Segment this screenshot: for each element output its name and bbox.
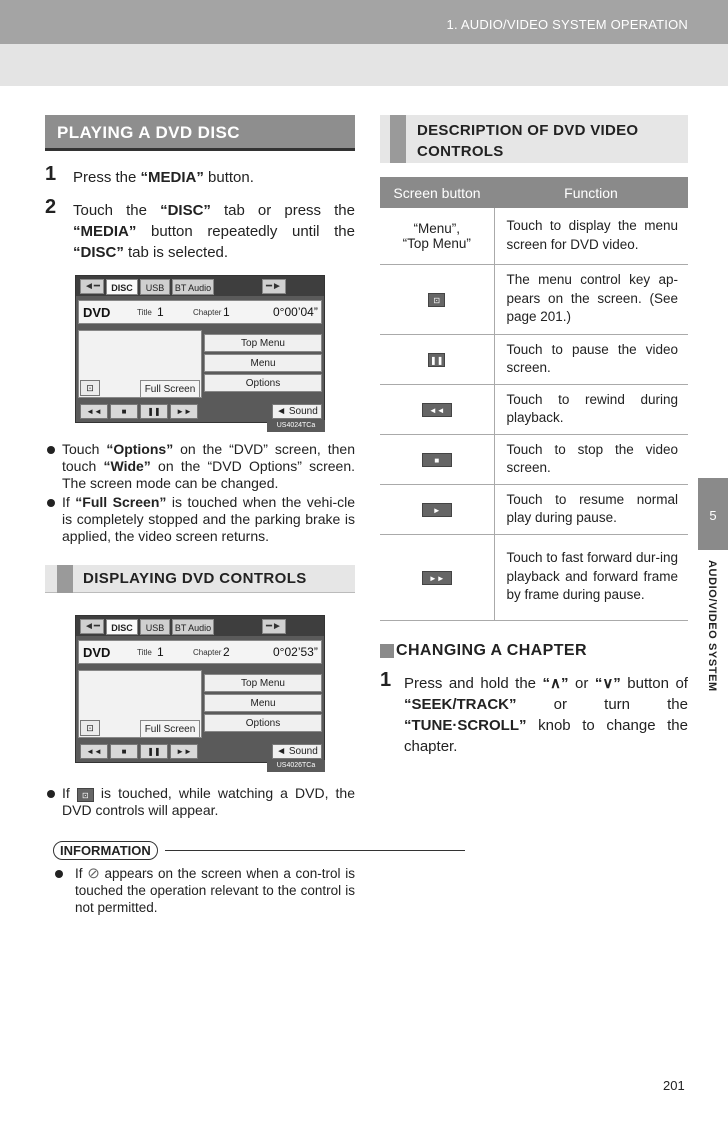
heading-marker <box>380 644 394 658</box>
step-change-chapter <box>380 668 688 757</box>
step-text: button. <box>203 169 254 186</box>
left-column <box>45 115 355 916</box>
title-value: 1 <box>157 645 164 659</box>
step-bold: “SEEK/TRACK” <box>404 695 517 713</box>
dvd-screen-illustration-2 <box>75 615 325 769</box>
step-bold: “∧” <box>542 674 569 692</box>
menu-button: Menu <box>204 694 322 712</box>
step-bold: “DISC” <box>160 202 211 219</box>
menu-control-icon: ⊡ <box>428 293 445 307</box>
table-header-function: Function <box>494 177 688 208</box>
section-title-description <box>380 115 688 163</box>
changing-chapter-heading <box>380 641 688 661</box>
forward-arrow-icon: ━► <box>262 619 286 634</box>
full-screen-button: Full Screen <box>140 720 200 738</box>
step-text: button repeatedly until the <box>136 223 355 240</box>
step-bold: “MEDIA” <box>73 223 137 240</box>
menu-control-icon: ⊡ <box>80 720 100 736</box>
info-text: If <box>75 866 88 881</box>
info-text: appears on the screen when a con-trol is touched the operation relevant to the control is not permitted. <box>75 866 355 915</box>
side-tab <box>698 478 728 550</box>
bullet-text: Touch <box>62 441 107 457</box>
title-label: Title <box>137 308 152 317</box>
bullet-bold: “Options” <box>106 441 174 457</box>
table-row <box>380 484 688 534</box>
forward-arrow-icon: ━► <box>262 279 286 294</box>
menu-control-icon: ⊡ <box>77 788 94 802</box>
step-bold: “MEDIA” <box>140 169 204 186</box>
top-menu-button: Top Menu <box>204 674 322 692</box>
pause-icon: ❚❚ <box>428 353 445 367</box>
information-divider <box>165 850 465 851</box>
table-row <box>380 434 688 484</box>
table-cell-button <box>380 264 494 334</box>
step-number: 1 <box>45 163 57 185</box>
step-bold: “∨” <box>594 674 621 692</box>
rewind-icon: ◄◄ <box>80 404 108 419</box>
section-title-line: CONTROLS <box>417 143 504 160</box>
information-text <box>53 865 355 916</box>
source-label: DVD <box>83 645 111 660</box>
step-text: or turn the <box>516 695 688 713</box>
table-cell-function: Touch to fast forward dur-ing playback and forward frame by frame during pause. <box>494 534 688 620</box>
fast-forward-icon: ►► <box>422 571 452 585</box>
side-label-text: AUDIO/VIDEO SYSTEM <box>706 560 718 692</box>
time-value: 0°00’04” <box>273 305 318 319</box>
rewind-icon: ◄◄ <box>422 403 452 417</box>
full-screen-button: Full Screen <box>140 380 200 398</box>
step-2 <box>45 196 355 263</box>
time-value: 0°02’53” <box>273 645 318 659</box>
button-name: “Menu”, <box>413 220 460 236</box>
bullet-text: If <box>62 785 77 801</box>
prohibited-icon: ⊘ <box>87 865 100 882</box>
button-name: “Top Menu” <box>402 235 471 251</box>
table-cell-function: Touch to resume normal play during pause. <box>494 484 688 534</box>
step-number: 1 <box>380 668 392 691</box>
stop-icon: ■ <box>110 404 138 419</box>
table-cell-function: Touch to pause the video screen. <box>494 334 688 384</box>
play-icon: ► <box>422 503 452 517</box>
side-label <box>698 560 728 720</box>
table-cell-button <box>380 208 494 264</box>
table-cell-button <box>380 534 494 620</box>
bullet-options <box>45 441 355 492</box>
title-label: Title <box>137 648 152 657</box>
header-subband <box>0 44 728 86</box>
step-bold: “TUNE·SCROLL” <box>404 716 527 734</box>
screen-info-bar <box>78 300 322 324</box>
bullet-text: on the “DVD” screen, then touch <box>62 441 355 474</box>
table-cell-button <box>380 434 494 484</box>
bullet-bold: “Full Screen” <box>75 494 167 510</box>
screen-tab-disc: DISC <box>106 279 138 295</box>
right-column <box>380 115 688 757</box>
stop-icon: ■ <box>110 744 138 759</box>
table-cell-function: Touch to rewind during playback. <box>494 384 688 434</box>
pause-icon: ❚❚ <box>140 404 168 419</box>
step-text: tab is selected. <box>123 244 229 261</box>
sound-button: ◄ Sound <box>272 404 322 419</box>
step-text: Press and hold the <box>404 674 543 692</box>
bullet-full-screen <box>45 494 355 545</box>
table-cell-button <box>380 334 494 384</box>
dvd-screen-illustration-1 <box>75 275 325 429</box>
heading-marker <box>57 565 73 593</box>
screen-tab-usb: USB <box>140 279 170 295</box>
chapter-value: 2 <box>223 645 230 659</box>
step-text: or <box>568 674 595 692</box>
table-row <box>380 534 688 620</box>
dvd-controls-table <box>380 177 688 621</box>
bullet-text: If <box>62 494 76 510</box>
step-1 <box>45 163 355 188</box>
menu-control-icon: ⊡ <box>80 380 100 396</box>
bullet-text: on the “DVD Options” screen. The screen mode can be changed. <box>62 458 356 491</box>
chapter-title: 1. AUDIO/VIDEO SYSTEM OPERATION <box>446 17 688 32</box>
bullet-controls-appear <box>45 785 355 819</box>
table-header-screen-button: Screen button <box>380 177 494 208</box>
heading-marker <box>390 115 406 163</box>
pause-icon: ❚❚ <box>140 744 168 759</box>
screen-info-bar <box>78 640 322 664</box>
section-title-line: DESCRIPTION OF DVD VIDEO <box>417 122 639 139</box>
changing-chapter-title: CHANGING A CHAPTER <box>396 641 587 659</box>
section-title-playing-dvd: PLAYING A DVD DISC <box>45 115 355 151</box>
options-button: Options <box>204 374 322 392</box>
bullet-text: is touched, while watching a DVD, the DVD controls will appear. <box>62 785 356 818</box>
step-text: Press the <box>73 169 141 186</box>
source-label: DVD <box>83 305 111 320</box>
table-row <box>380 384 688 434</box>
top-menu-button: Top Menu <box>204 334 322 352</box>
menu-button: Menu <box>204 354 322 372</box>
bullet-text: is touched when the vehi-cle is completely stopped and the parking brake is applied, the video screen returns. <box>62 494 356 544</box>
table-cell-function: Touch to stop the video screen. <box>494 434 688 484</box>
back-arrow-icon: ◄━ <box>80 619 104 634</box>
fast-forward-icon: ►► <box>170 744 198 759</box>
screen-tab-usb: USB <box>140 619 170 635</box>
subsection-title-text: DISPLAYING DVD CONTROLS <box>83 570 307 587</box>
subsection-title-displaying-controls <box>45 565 355 593</box>
figure-code: US4024TCa <box>267 420 325 432</box>
table-cell-button <box>380 384 494 434</box>
screen-tab-bt-audio: BT Audio <box>172 279 214 295</box>
table-cell-button <box>380 484 494 534</box>
screen-tab-bt-audio: BT Audio <box>172 619 214 635</box>
title-value: 1 <box>157 305 164 319</box>
back-arrow-icon: ◄━ <box>80 279 104 294</box>
table-row <box>380 208 688 264</box>
table-row <box>380 264 688 334</box>
chapter-label: Chapter <box>193 648 222 657</box>
side-tab-number: 5 <box>709 508 717 523</box>
header-band <box>0 0 728 44</box>
chapter-value: 1 <box>223 305 230 319</box>
stop-icon: ■ <box>422 453 452 467</box>
step-text: button of <box>620 674 688 692</box>
rewind-icon: ◄◄ <box>80 744 108 759</box>
information-label: INFORMATION <box>53 841 158 860</box>
table-row <box>380 334 688 384</box>
chapter-label: Chapter <box>193 308 222 317</box>
options-button: Options <box>204 714 322 732</box>
sound-button: ◄ Sound <box>272 744 322 759</box>
step-number: 2 <box>45 196 57 218</box>
fast-forward-icon: ►► <box>170 404 198 419</box>
information-box <box>45 841 355 916</box>
step-text: tab or press the <box>210 202 355 219</box>
table-cell-function: Touch to display the menu screen for DVD video. <box>494 208 688 264</box>
figure-code: US4026TCa <box>267 760 325 772</box>
screen-tab-disc: DISC <box>106 619 138 635</box>
step-text: Touch the <box>73 202 161 219</box>
step-text: knob to change the chapter. <box>404 716 688 755</box>
step-bold: “DISC” <box>73 244 124 261</box>
table-cell-function: The menu control key ap-pears on the screen. (See page 201.) <box>494 264 688 334</box>
bullet-bold: “Wide” <box>103 458 151 474</box>
page-number: 201 <box>663 1078 685 1093</box>
